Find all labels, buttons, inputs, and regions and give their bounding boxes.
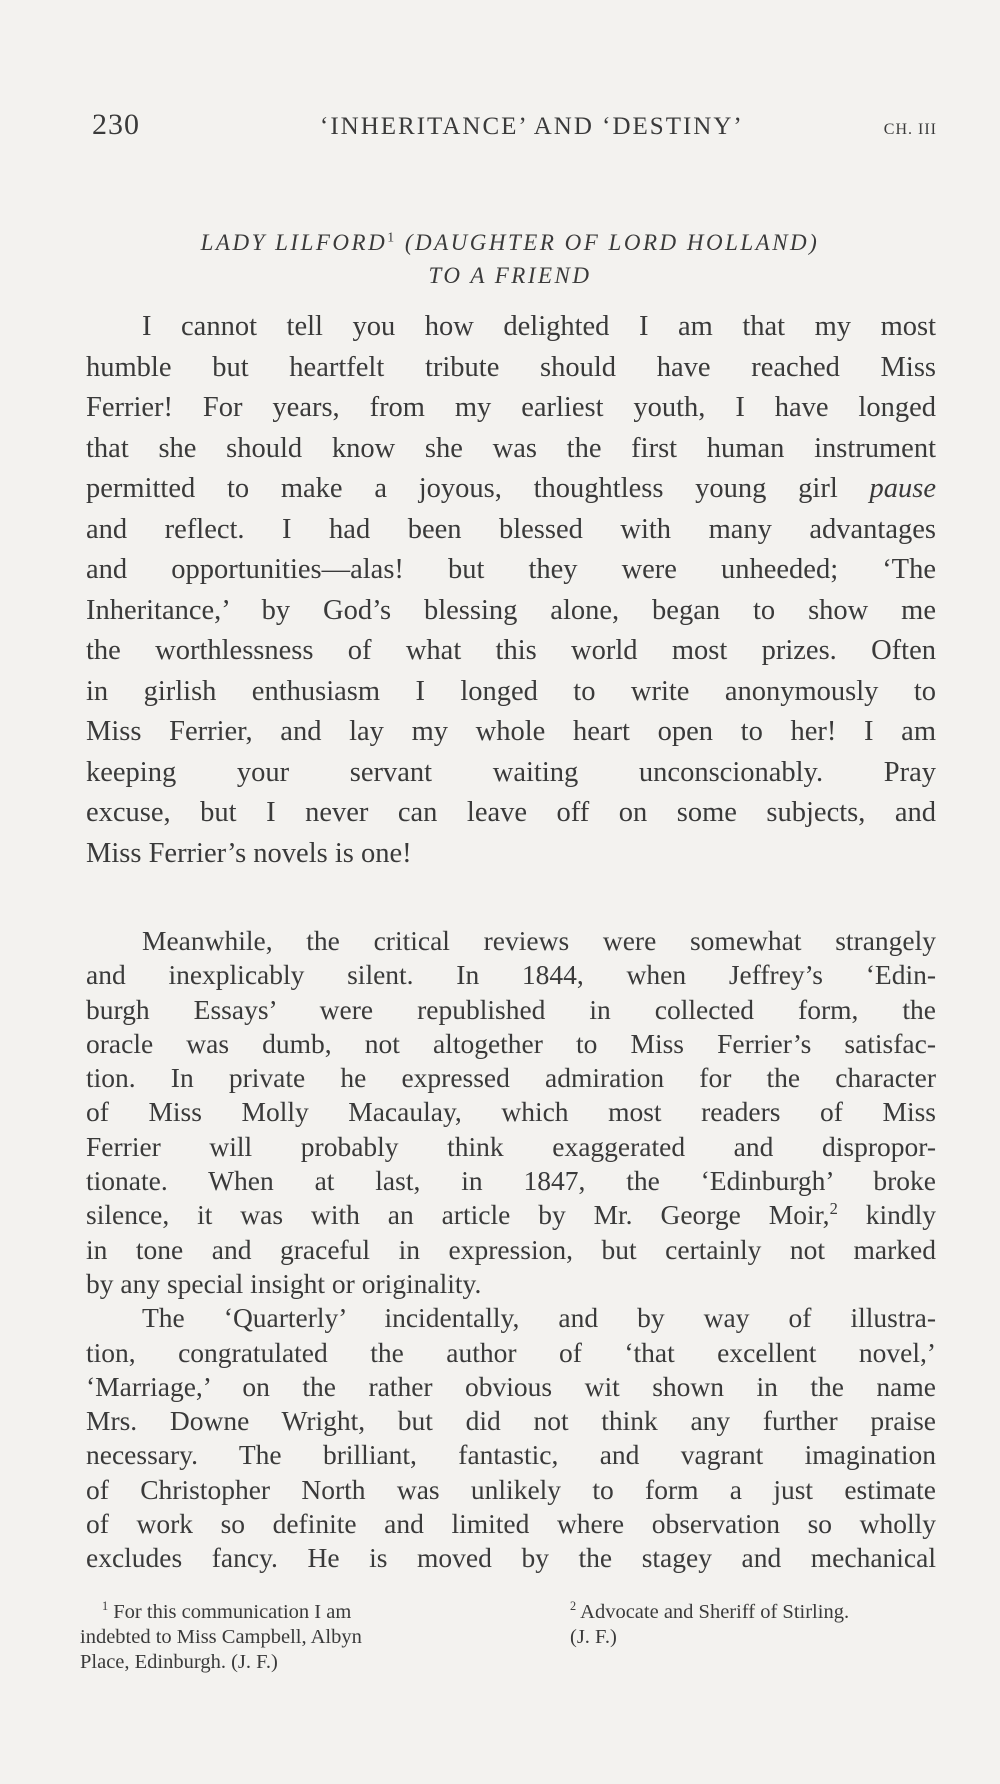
text-line: excludes fancy. He is moved by the stagey and mechanical: [86, 1542, 936, 1574]
footnotes: [80, 1600, 940, 1675]
footnote-marker-1: 1: [102, 1599, 109, 1614]
text-line: in tone and graceful in expression, but certainly not marked: [86, 1233, 936, 1265]
text-line: The ‘Quarterly’ incidentally, and by way of illustra-: [142, 1302, 936, 1334]
text-line: silence, it was with an article by Mr. George Moir,$^2$ kindly: [86, 1199, 936, 1231]
running-title: ‘INHERITANCE’ AND ‘DESTINY’: [320, 113, 744, 140]
text-line: and inexplicably silent. In 1844, when Jeffrey’s ‘Edin-: [86, 959, 936, 991]
text-line: tion. In private he expressed admiration for the character: [86, 1062, 936, 1094]
text-line: I cannot tell you how delighted I am that my most: [142, 311, 936, 342]
text-line: permitted to make a joyous, thoughtless young girl pause: [86, 473, 937, 504]
text-line: of work so definite and limited where observation so wholly: [86, 1508, 936, 1540]
text-line: that she should know she was the first human instrument: [86, 432, 936, 464]
text-line: the worthlessness of what this world most prizes. Often: [86, 635, 936, 666]
letter-heading: [80, 226, 940, 292]
heading-line-2: TO A FRIEND: [428, 263, 592, 288]
text-line: tion, congratulated the author of ‘that excellent novel,’: [86, 1336, 936, 1368]
text-line: humble but heartfelt tribute should have reached Miss: [86, 351, 936, 383]
text-line: Mrs. Downe Wright, but did not think any further praise: [86, 1405, 936, 1437]
body-text: [86, 924, 936, 1576]
chapter-mark: CH. III: [883, 121, 937, 138]
paragraph-1: [86, 924, 936, 1301]
heading-line-1: LADY LILFORD$^1$ (DAUGHTER OF LORD HOLLAND): [200, 229, 820, 255]
text-line: Miss Ferrier, and lay my whole heart open to her! I am: [86, 716, 936, 747]
text-line: keeping your servant waiting unconscionably. Pray: [86, 756, 936, 788]
text-line: tionate. When at last, in 1847, the ‘Edinburgh’ broke: [86, 1165, 936, 1197]
footnote-2: $^2$ Advocate and Sheriff of Stirling. (J. F.): [570, 1599, 850, 1648]
text-line: Ferrier! For years, from my earliest youth, I have longed: [86, 392, 936, 423]
text-line: Inheritance,’ by God’s blessing alone, began to show me: [86, 594, 936, 626]
text-line: and opportunities—alas! but they were unheeded; ‘The: [86, 554, 936, 585]
paragraph-2: [86, 1301, 936, 1575]
italic-word: pause: [869, 473, 937, 504]
text-line: excuse, but I never can leave off on some subjects, and: [86, 797, 936, 828]
text-line: burgh Essays’ were republished in collected form, the: [86, 993, 936, 1025]
text-line: ‘Marriage,’ on the rather obvious wit shown in the name: [86, 1370, 936, 1402]
footnote-ref-1: 1: [387, 229, 397, 245]
text-line: of Miss Molly Macaulay, which most readers of Miss: [86, 1096, 936, 1128]
running-head: [92, 108, 937, 144]
letter-text: [86, 307, 936, 874]
text-line: Meanwhile, the critical reviews were somewhat strangely: [142, 925, 936, 956]
text-line: by any special insight or originality.: [86, 1267, 482, 1299]
text-line: necessary. The brilliant, fantastic, and vagrant imagination: [86, 1439, 936, 1471]
text-line: Ferrier will probably think exaggerated and dispropor-: [86, 1130, 936, 1162]
footnote-1: $^1$ For this communication I am indebted to Miss Campbell, Albyn Place, Edinburgh. (J. F.): [80, 1599, 362, 1673]
footnote-ref-2: 2: [829, 1199, 838, 1219]
page-number: 230: [92, 108, 140, 141]
text-line: in girlish enthusiasm I longed to write anonymously to: [86, 675, 936, 707]
text-line: and reflect. I had been blessed with many advantages: [86, 513, 936, 545]
footnote-marker-2: 2: [570, 1599, 577, 1614]
text-line: of Christopher North was unlikely to form a just estimate: [86, 1473, 936, 1505]
text-line: Miss Ferrier’s novels is one!: [86, 837, 412, 869]
text-line: oracle was dumb, not altogether to Miss Ferrier’s satisfac-: [86, 1027, 936, 1059]
